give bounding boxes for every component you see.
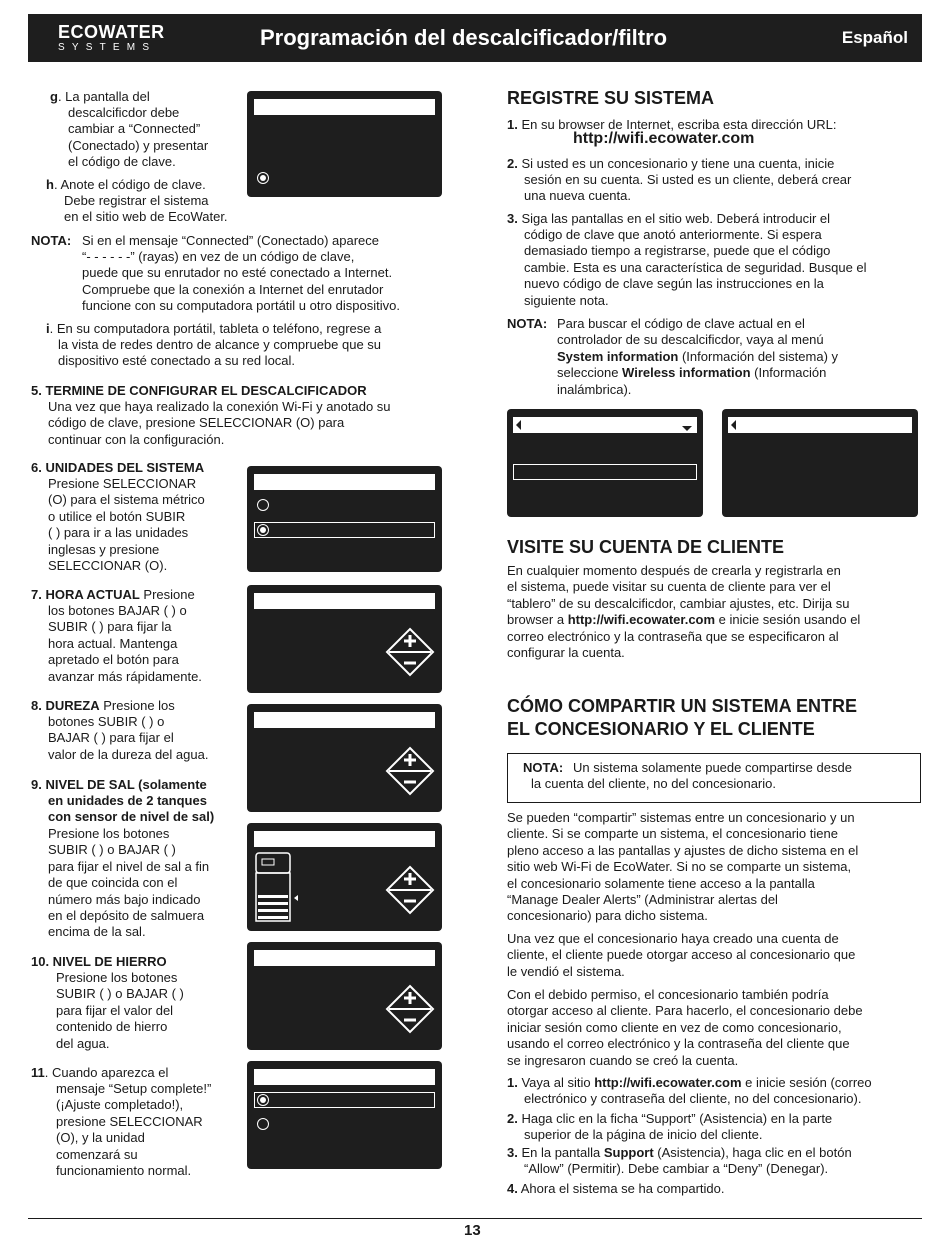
display-system-info	[507, 409, 703, 517]
step-i-text: la vista de redes dentro de alcance y compruebe que su dispositivo esté conectado a su red local.	[58, 337, 382, 369]
register-url: http://wifi.ecowater.com	[573, 130, 755, 147]
share-heading: CÓMO COMPARTIR UN SISTEMA ENTRE EL CONCESIONARIO Y EL CLIENTE	[507, 696, 857, 739]
step-9-text: Presione los botones SUBIR ( ) o BAJAR ( ) para fijar el nivel de sal a fin de que coincida con el número más bajo indicado en el depósito de salmuera encima de la sal.	[48, 826, 210, 940]
register-step-3: 3. Siga las pantallas en el sitio web. Deberá introducir el	[507, 211, 831, 226]
step-h-text: Debe registrar el sistema en el sitio web de EcoWater.	[64, 193, 228, 225]
step-9-heading-1: 9. NIVEL DE SAL (solamente	[31, 777, 207, 792]
left-note-label: NOTA:	[31, 233, 72, 248]
display-units	[247, 466, 442, 572]
display-title-bar	[254, 1069, 435, 1085]
display-title-bar	[254, 99, 435, 115]
step-g: g. La pantalla del	[50, 89, 150, 104]
register-step-3-cont: código de clave que anotó anteriormente. Si espera demasiado tiempo a registrarse, puede que el código cambie. Esta es una característica de seguridad. Busque el nuevo código de clave según las instrucciones en la siguiente nota.	[524, 227, 867, 308]
radio-icon	[257, 1118, 269, 1130]
page-number: 13	[464, 1222, 481, 1239]
selection-outline	[513, 464, 697, 480]
register-step-2: 2. Si usted es un concesionario y tiene una cuenta, inicie	[507, 156, 835, 171]
language-label: Español	[841, 28, 908, 47]
step-11-text: mensaje “Setup complete!” (¡Ajuste completado!), presione SELECCIONAR (O), y la unidad comenzará su funcionamiento normal.	[56, 1081, 212, 1179]
step-5-text: Una vez que haya realizado la conexión Wi-Fi y anotado su código de clave, presione SELECCIONAR (O) para continuar con la configuración.	[48, 399, 391, 447]
left-note-cont: “- - - - - -” (rayas) en vez de un código de clave, puede que su enrutador no esté conectado a Internet. Compruebe que la conexión a Internet del enrutador funcione con su computadora portátil u otro dispositivo.	[82, 249, 400, 314]
footer-divider	[28, 1218, 922, 1219]
display-wireless-info	[722, 409, 918, 517]
right-note: Para buscar el código de clave actual en el controlador de su descalcificdor, vaya al menú System information (Información del sistema) y seleccione Wireless information (Información inalámbrica).	[557, 316, 839, 397]
step-11: 11. Cuando aparezca el	[31, 1065, 169, 1080]
page-header	[28, 14, 922, 62]
display-title-bar	[254, 950, 435, 966]
display-title-bar	[254, 831, 435, 847]
share-step-4: 4. Ahora el sistema se ha compartido.	[507, 1181, 725, 1196]
share-step-2-cont: superior de la página de inicio del cliente.	[524, 1127, 763, 1142]
plus-minus-icon	[385, 984, 435, 1034]
selection-outline	[254, 1092, 435, 1108]
left-note: Si en el mensaje “Connected” (Conectado) aparece	[82, 233, 380, 248]
register-step-2-cont: sesión en su cuenta. Si usted es un cliente, deberá crear una nueva cuenta.	[524, 172, 852, 204]
display-setup-complete	[247, 1061, 442, 1169]
display-title-bar	[254, 474, 435, 490]
down-arrow-icon	[682, 426, 692, 431]
display-title-bar	[728, 417, 912, 433]
step-7-text: los botones BAJAR ( ) o SUBIR ( ) para fijar la hora actual. Mantenga apretado el botón para avanzar más rápidamente.	[48, 603, 202, 684]
display-hardness	[247, 704, 442, 812]
share-paragraph-1: Se pueden “compartir” sistemas entre un concesionario y un cliente. Si se comparte un sistema, el concesionario tiene pleno acceso a las pantallas y ajustes de dicho sistema en el sitio web Wi-Fi de EcoWater. Si no se comparte un sistema, el concesionario solamente tiene acceso a la pantalla “Manage Dealer Alerts” (Administrar alertas del concesionario) para dicho sistema.	[507, 810, 859, 924]
step-10-heading: 10. NIVEL DE HIERRO	[31, 954, 167, 969]
step-i: i. En su computadora portátil, tableta o teléfono, regrese a	[46, 321, 382, 336]
step-6-heading: 6. UNIDADES DEL SISTEMA	[31, 460, 205, 475]
display-title-bar	[513, 417, 697, 433]
visit-heading: VISITE SU CUENTA DE CLIENTE	[507, 537, 785, 557]
step-g-text: descalcificdor debe cambiar a “Connected” (Conectado) y presentar el código de clave.	[68, 105, 209, 170]
step-5-heading: 5. TERMINE DE CONFIGURAR EL DESCALCIFICADOR	[31, 383, 367, 398]
logo-subtitle: SYSTEMS	[58, 42, 157, 53]
step-6-text: Presione SELECCIONAR (O) para el sistema métrico o utilice el botón SUBIR ( ) para ir a las unidades inglesas y presione SELECCIONAR (O).	[48, 476, 205, 574]
share-paragraph-3: Con el debido permiso, el concesionario también podría otorgar acceso al cliente. Para hacerlo, el concesionario debe iniciar sesión como cliente en vez de como concesionario, usando el correo electrónico y la contraseña del cliente que se ingresaron cuando se creó la cuenta.	[507, 987, 863, 1068]
display-connected	[247, 91, 442, 197]
page-title: Programación del descalcificador/filtro	[260, 25, 668, 50]
plus-minus-icon	[385, 865, 435, 915]
share-step-2: 2. Haga clic en la ficha “Support” (Asistencia) en la parte	[507, 1111, 833, 1126]
share-note-label: NOTA:	[523, 760, 564, 775]
selection-outline	[254, 522, 435, 538]
share-step-1: 1. Vaya al sitio http://wifi.ecowater.com e inicie sesión (correo	[507, 1075, 872, 1090]
register-step-1: 1. En su browser de Internet, escriba esta dirección URL:	[507, 117, 837, 132]
radio-icon	[257, 499, 269, 511]
step-10-text: Presione los botones SUBIR ( ) o BAJAR ( ) para fijar el valor del contenido de hierro del agua.	[56, 970, 184, 1051]
radio-selected-icon	[257, 172, 269, 184]
share-step-1-cont: electrónico y contraseña del cliente, no del concesionario).	[524, 1091, 862, 1106]
right-note-label: NOTA:	[507, 316, 548, 331]
step-h: h. Anote el código de clave.	[46, 177, 206, 192]
brine-tank-icon	[254, 851, 306, 923]
back-arrow-icon	[731, 420, 736, 430]
display-iron	[247, 942, 442, 1050]
step-9-heading-rest: en unidades de 2 tanques con sensor de nivel de sal)	[48, 793, 215, 825]
display-salt-level	[247, 823, 442, 931]
visit-text: En cualquier momento después de crearla y registrarla en el sistema, puede visitar su cuenta de cliente para ver el “tablero” de su descalcificdor, cambiar ajustes, etc. Dirija su browser a http://wifi.ecowater.com e inicie sesión usando el correo electrónico y la contraseña que se especificaron al configurar la cuenta.	[507, 563, 861, 661]
share-step-3-cont: “Allow” (Permitir). Debe cambiar a “Deny” (Denegar).	[524, 1161, 829, 1176]
ecowater-logo: ECOWATER	[58, 22, 165, 42]
display-title-bar	[254, 593, 435, 609]
share-note-l1: Un sistema solamente puede compartirse desde	[573, 760, 852, 775]
display-time	[247, 585, 442, 693]
share-note-l2: la cuenta del cliente, no del concesionario.	[531, 776, 776, 791]
register-heading: REGISTRE SU SISTEMA	[507, 88, 715, 108]
step-8-text: botones SUBIR ( ) o BAJAR ( ) para fijar el valor de la dureza del agua.	[48, 714, 209, 762]
plus-minus-icon	[385, 627, 435, 677]
share-paragraph-2: Una vez que el concesionario haya creado una cuenta de cliente, el cliente puede otorgar acceso al concesionario que le vendió el sistema.	[507, 931, 856, 979]
back-arrow-icon	[516, 420, 521, 430]
display-title-bar	[254, 712, 435, 728]
radio-selected-icon	[257, 524, 269, 536]
share-step-3: 3. En la pantalla Support (Asistencia), haga clic en el botón	[507, 1145, 852, 1160]
step-8: 8. DUREZA Presione los	[31, 698, 175, 713]
plus-minus-icon	[385, 746, 435, 796]
step-7: 7. HORA ACTUAL Presione	[31, 587, 195, 602]
radio-selected-icon	[257, 1094, 269, 1106]
